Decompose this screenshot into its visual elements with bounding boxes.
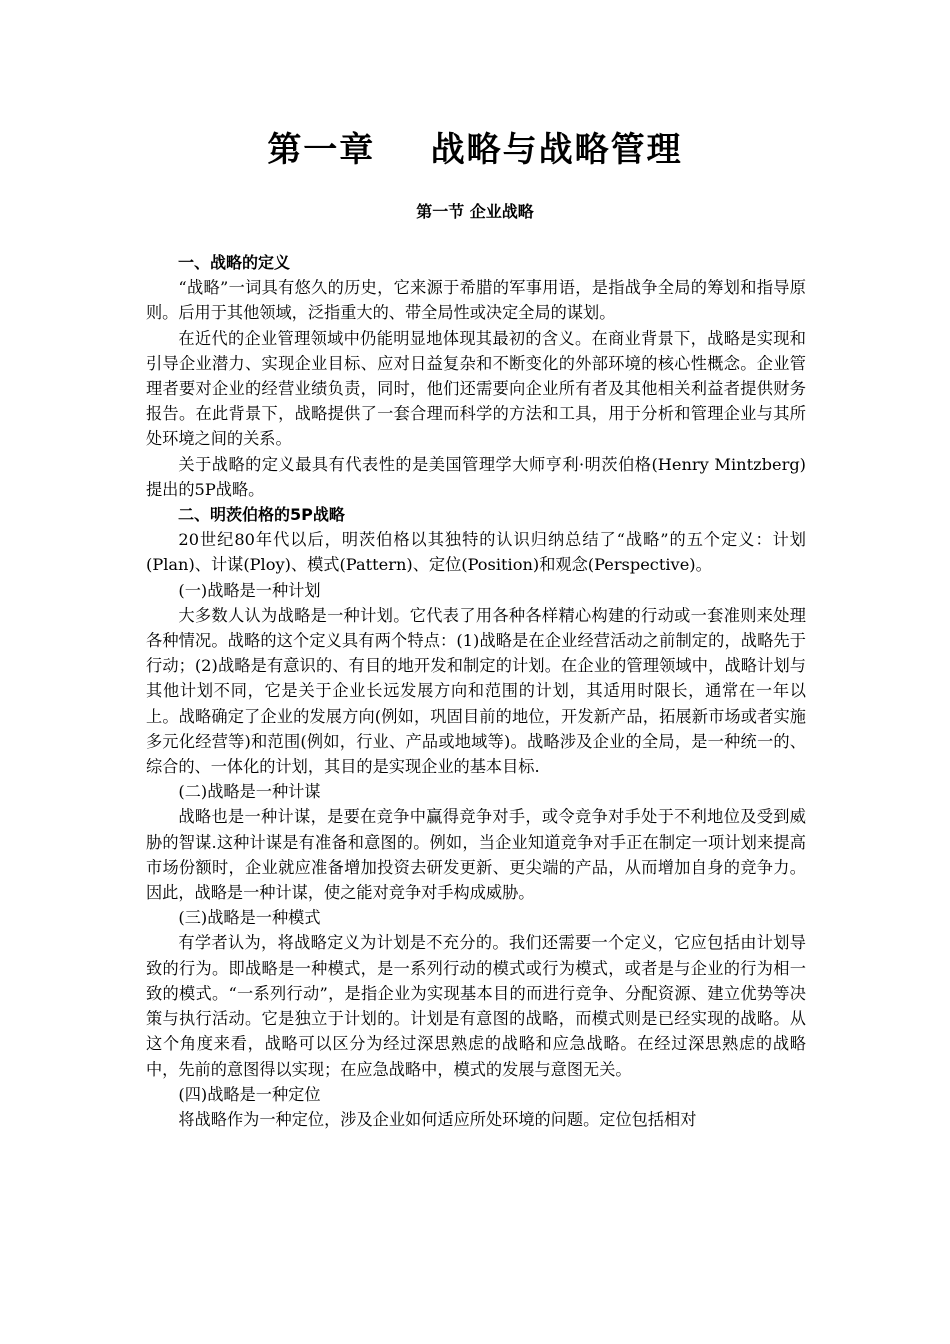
subheading-plan: (一)战略是一种计划: [178, 580, 321, 600]
paragraph: 将战略作为一种定位，涉及企业如何适应所处环境的问题。定位包括相对: [178, 1109, 697, 1129]
heading-definition: 一、战略的定义: [178, 253, 291, 272]
paragraph: 20世纪80年代以后，明茨伯格以其独特的认识归纳总结了“战略”的五个定义：计划(Plan)、计谋(Ploy)、模式(Pattern)、定位(Position)和观念(Perspective)。: [146, 530, 806, 575]
paragraph: “战略”一词具有悠久的历史，它来源于希腊的军事用语，是指战争全局的筹划和指导原则。后用于其他领域，泛指重大的、带全局性或决定全局的谋划。: [146, 278, 806, 323]
paragraph: 关于战略的定义最具有代表性的是美国管理学大师亨利·明茨伯格(Henry Mintzberg)提出的5P战略。: [146, 454, 806, 499]
paragraph: 大多数人认为战略是一种计划。它代表了用各种各样精心构建的行动或一套准则来处理各种情况。战略的这个定义具有两个特点：(1)战略是在企业经营活动之前制定的，战略先于行动；(2)战略是有意识的、有目的地开发和制定的计划。在企业的管理领域中，战略计划与其他计划不同，它是关于企业长远发展方向和范围的计划，其适用时限长，通常在一年以上。战略确定了企业的发展方向(例如，巩固目前的地位，开发新产品，拓展新市场或者实施多元化经营等)和范围(例如，行业、产品或地域等)。战略涉及企业的全局，是一种统一的、综合的、一体化的计划，其目的是实现企业的基本目标.: [146, 605, 806, 777]
subheading-ploy: (二)战略是一种计谋: [178, 782, 321, 802]
section-title: 第一节 企业战略: [416, 202, 534, 221]
chapter-title: 第一章 战略与战略管理: [267, 130, 683, 170]
subheading-position: (四)战略是一种定位: [178, 1084, 321, 1104]
paragraph: 在近代的企业管理领域中仍能明显地体现其最初的含义。在商业背景下，战略是实现和引导企业潜力、实现企业目标、应对日益复杂和不断变化的外部环境的核心性概念。企业管理者要对企业的经营业绩负责，同时，他们还需要向企业所有者及其他相关利益者提供财务报告。在此背景下，战略提供了一套合理而科学的方法和工具，用于分析和管理企业与其所处环境之间的关系。: [146, 328, 806, 449]
paragraph: 战略也是一种计谋，是要在竞争中赢得竞争对手，或令竞争对手处于不利地位及受到威胁的智谋.这种计谋是有准备和意图的。例如，当企业知道竞争对手正在制定一项计划来提高市场份额时，企业就应准备增加投资去研发更新、更尖端的产品，从而增加自身的竞争力。因此，战略是一种计谋，使之能对竞争对手构成威胁。: [146, 807, 806, 903]
heading-5p: 二、明茨伯格的5P战略: [178, 505, 345, 525]
paragraph: 有学者认为，将战略定义为计划是不充分的。我们还需要一个定义，它应包括由计划导致的行为。即战略是一种模式，是一系列行动的模式或行为模式，或者是与企业的行为相一致的模式。“一系列行动”，是指企业为实现基本目的而进行竞争、分配资源、建立优势等决策与执行活动。它是独立于计划的。计划是有意图的战略，而模式则是已经实现的战略。从这个角度来看，战略可以区分为经过深思熟虑的战略和应急战略。在经过深思熟虑的战略中，先前的意图得以实现；在应急战略中，模式的发展与意图无关。: [146, 933, 806, 1079]
document-body: [146, 250, 806, 1132]
subheading-pattern: (三)战略是一种模式: [178, 908, 321, 928]
